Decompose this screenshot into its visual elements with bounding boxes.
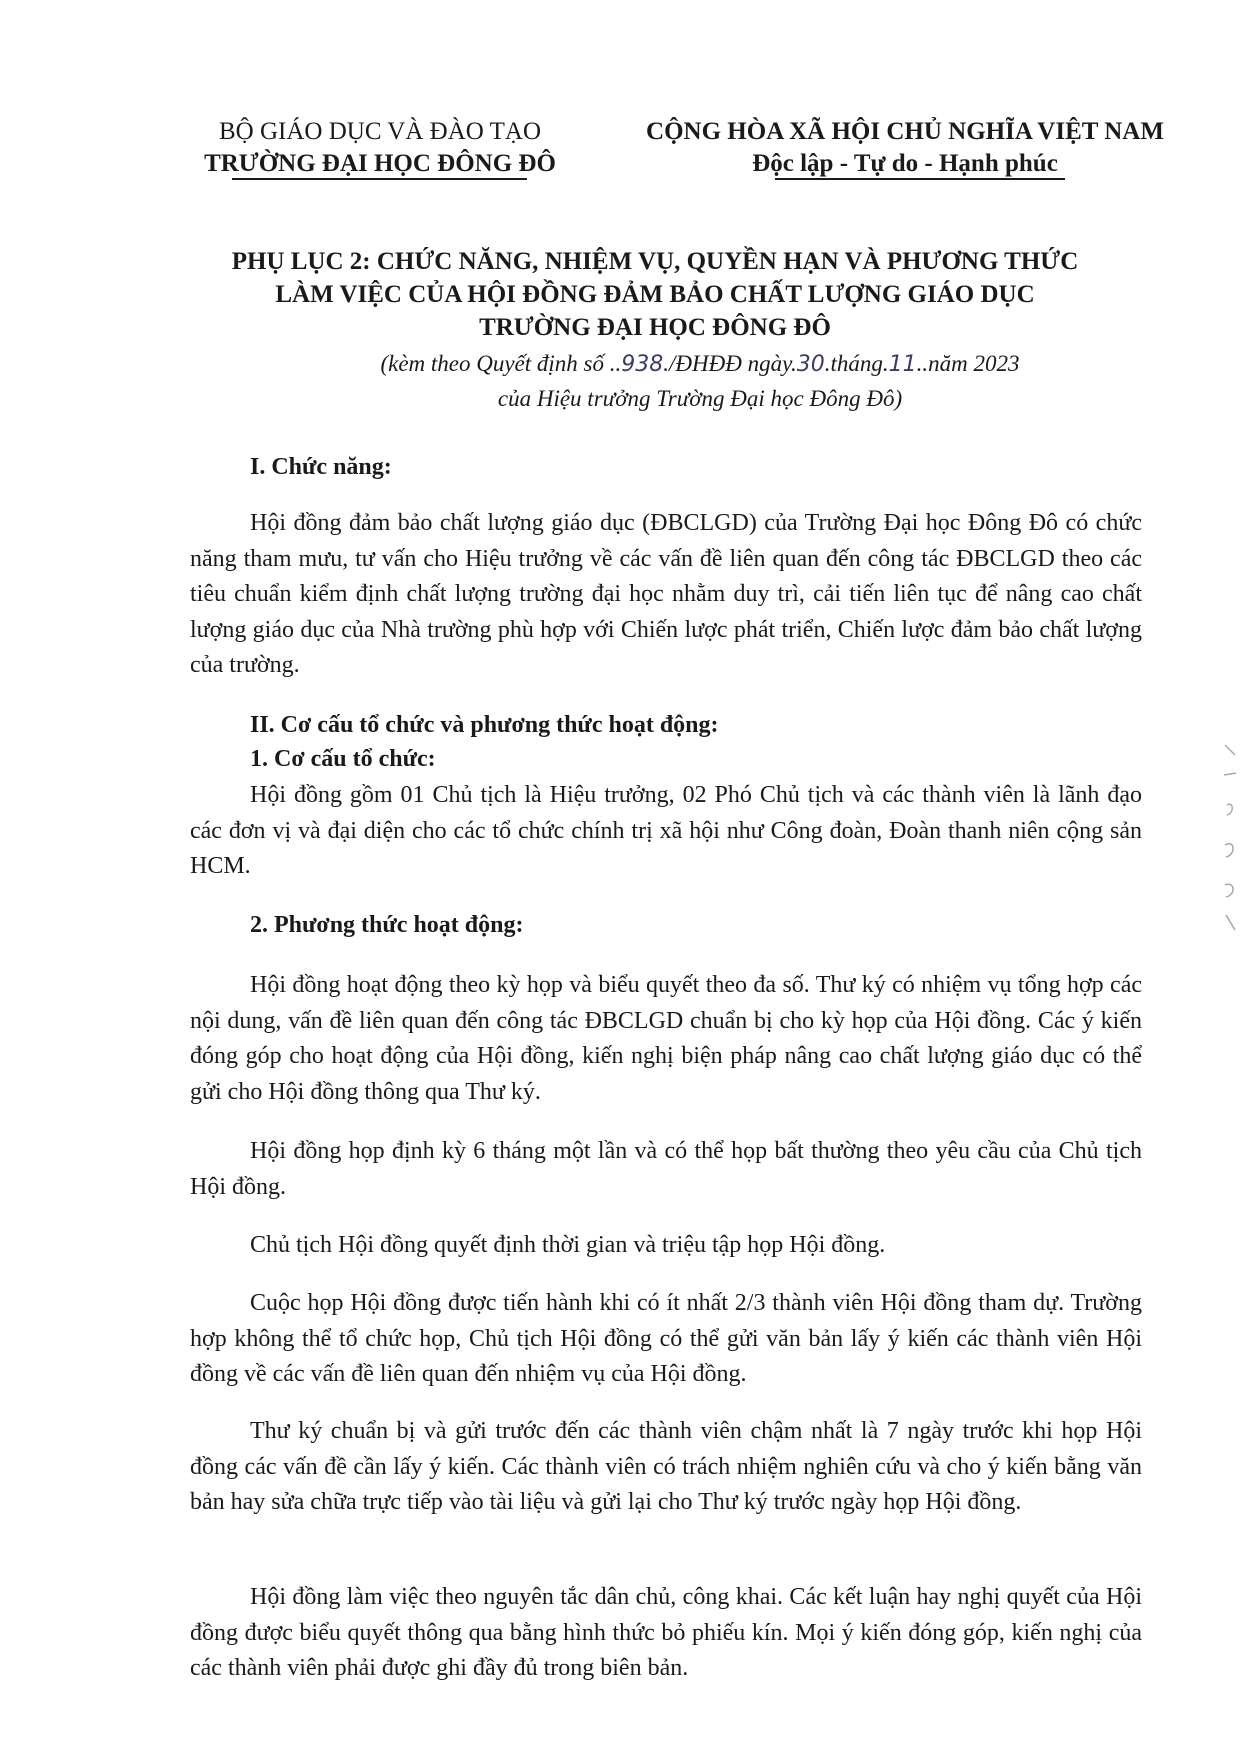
subtitle-part-3: tháng: [830, 351, 883, 376]
section-2-2-paragraph: Chủ tịch Hội đồng quyết định thời gian và triệu tập họp Hội đồng.: [250, 1232, 886, 1258]
subtitle-part-4: năm 2023: [928, 351, 1020, 376]
dots: ..: [609, 351, 622, 376]
title-line-2: LÀM VIỆC CỦA HỘI ĐỒNG ĐẢM BẢO CHẤT LƯỢNG GIÁO DỤC: [275, 281, 1035, 308]
section-2-2-paragraph: Hội đồng họp định kỳ 6 tháng một lần và có thể họp bất thường theo yêu cầu của Chủ tịch Hội đồng.: [190, 1138, 1142, 1200]
subtitle-part-2: /ĐHĐĐ ngày: [669, 351, 792, 376]
section-1-heading: I. Chức năng:: [250, 454, 392, 480]
section-2-2-paragraph: Hội đồng làm việc theo nguyên tắc dân chủ, công khai. Các kết luận hay nghị quyết của Hội đồng được biểu quyết thông qua bằng hình thức bỏ phiếu kín. Mọi ý kiến đóng góp, kiến nghị của các thành viên phải được ghi đầy đủ trong biên bản.: [190, 1584, 1142, 1681]
motto-underline: [775, 178, 1065, 180]
decision-number: 938: [621, 352, 664, 377]
dots: .: [791, 351, 797, 376]
header-right: [615, 116, 1195, 180]
header-left: [180, 116, 580, 180]
decision-day: 30: [796, 352, 825, 377]
section-2-2-body-a: [190, 968, 1142, 1110]
margin-stamp-icon: [1221, 735, 1239, 935]
subtitle-part-1: (kèm theo Quyết định số: [380, 351, 610, 376]
dots: .: [882, 351, 889, 376]
dots: .: [663, 351, 669, 376]
title-line-1: PHỤ LỤC 2: CHỨC NĂNG, NHIỆM VỤ, QUYỀN HẠN VÀ PHƯƠNG THỨC: [231, 248, 1079, 275]
section-2-2-paragraph: Cuộc họp Hội đồng được tiến hành khi có ít nhất 2/3 thành viên Hội đồng tham dự. Trường hợp không thể tổ chức họp, Chủ tịch Hội đồng có thể gửi văn bản lấy ý kiến các thành viên Hội đồng về các vấn đề liên quan đến nhiệm vụ của Hội đồng.: [190, 1290, 1142, 1387]
dots: ..: [916, 351, 929, 376]
document-title: [160, 245, 1150, 344]
section-2-1-paragraph: Hội đồng gồm 01 Chủ tịch là Hiệu trưởng, 02 Phó Chủ tịch và các thành viên là lãnh đạo các đơn vị và đại diện cho các tổ chức chính trị xã hội như Công đoàn, Đoàn thanh niên cộng sản HCM.: [190, 782, 1142, 879]
section-2-2-heading: 2. Phương thức hoạt động:: [250, 912, 524, 938]
section-2-2-body-d: [190, 1286, 1142, 1393]
country-name: CỘNG HÒA XÃ HỘI CHỦ NGHĨA VIỆT NAM: [646, 118, 1164, 145]
school-name: TRƯỜNG ĐẠI HỌC ĐÔNG ĐÔ: [204, 150, 556, 177]
ministry-name: BỘ GIÁO DỤC VÀ ĐÀO TẠO: [219, 118, 541, 145]
section-2-2-body-f: [190, 1580, 1142, 1687]
section-2-heading: II. Cơ cấu tổ chức và phương thức hoạt động:: [250, 712, 719, 738]
section-2-2-body-c: [190, 1228, 1142, 1264]
margin-stamp-mark: [1222, 735, 1240, 935]
subtitle-line-2: của Hiệu trưởng Trường Đại học Đông Đô): [497, 386, 903, 411]
section-1-paragraph: Hội đồng đảm bảo chất lượng giáo dục (ĐBCLGD) của Trường Đại học Đông Đô có chức năng tham mưu, tư vấn cho Hiệu trưởng về các vấn đề liên quan đến công tác ĐBCLGD theo các tiêu chuẩn kiểm định chất lượng trường đại học nhằm duy trì, cải tiến liên tục để nâng cao chất lượng giáo dục của Nhà trường phù hợp với Chiến lược phát triển, Chiến lược đảm bảo chất lượng của trường.: [190, 510, 1142, 678]
school-underline: [232, 178, 527, 180]
document-subtitle: [300, 347, 1100, 416]
decision-month: 11: [888, 352, 917, 377]
national-motto: Độc lập - Tự do - Hạnh phúc: [752, 150, 1058, 177]
section-2-1-heading: 1. Cơ cấu tổ chức:: [250, 746, 436, 772]
section-2-2-paragraph: Thư ký chuẩn bị và gửi trước đến các thành viên chậm nhất là 7 ngày trước khi họp Hội đồng các vấn đề cần lấy ý kiến. Các thành viên có trách nhiệm nghiên cứu và cho ý kiến bằng văn bản hay sửa chữa trực tiếp vào tài liệu và gửi lại cho Thư ký trước ngày họp Hội đồng.: [190, 1418, 1142, 1515]
section-2-2-paragraph: Hội đồng hoạt động theo kỳ họp và biểu quyết theo đa số. Thư ký có nhiệm vụ tổng hợp các nội dung, vấn đề liên quan đến công tác ĐBCLGD chuẩn bị cho kỳ họp của Hội đồng. Các ý kiến đóng góp cho hoạt động của Hội đồng, kiến nghị biện pháp nâng cao chất lượng giáo dục có thể gửi cho Hội đồng thông qua Thư ký.: [190, 972, 1142, 1105]
dots: .: [824, 351, 831, 376]
section-1-body: [190, 506, 1142, 684]
subtitle-line-1: [300, 347, 1100, 382]
section-2-2-body-b: [190, 1134, 1142, 1205]
section-2-2-body-e: [190, 1414, 1142, 1521]
section-2-1-body: [190, 778, 1142, 885]
title-line-3: TRƯỜNG ĐẠI HỌC ĐÔNG ĐÔ: [479, 314, 831, 341]
